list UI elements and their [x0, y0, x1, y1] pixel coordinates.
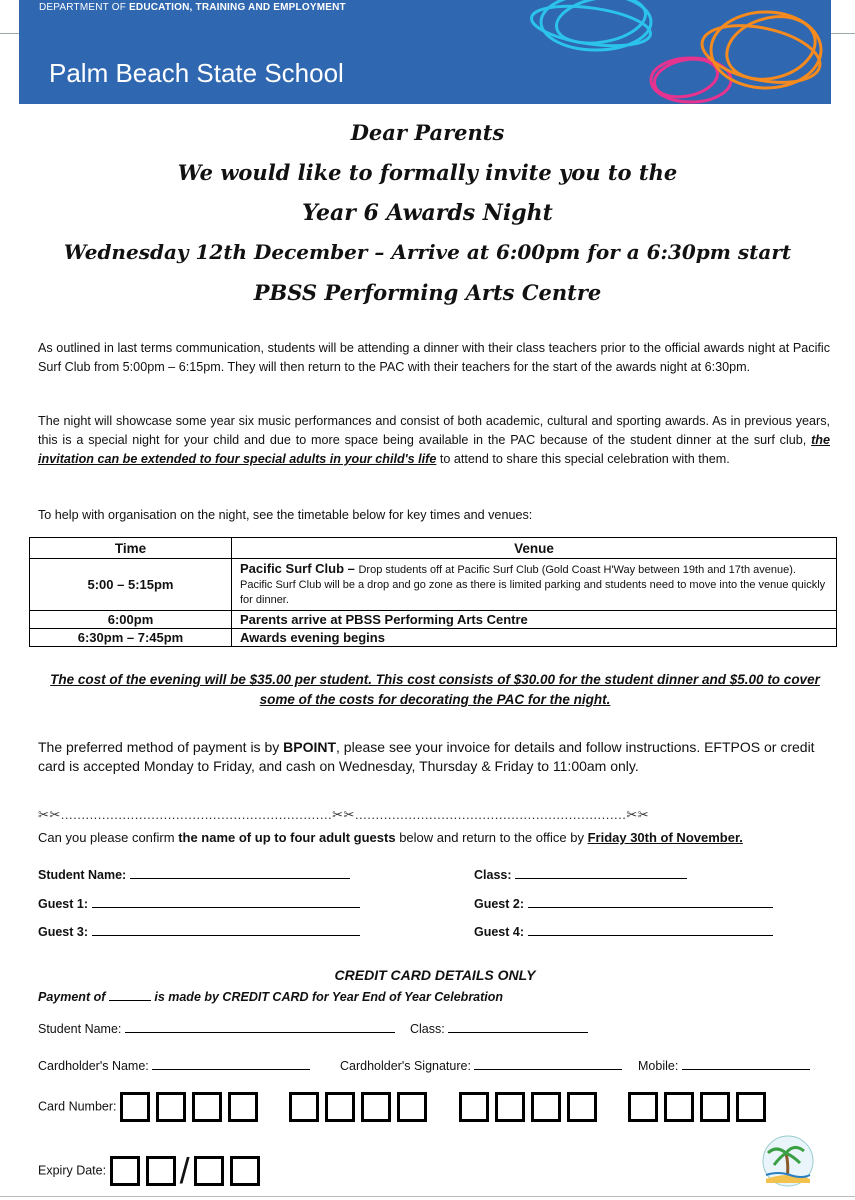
- timetable: [29, 537, 837, 647]
- invite-line: We would like to formally invite you to the: [177, 160, 678, 185]
- department-label: DEPARTMENT OF EDUCATION, TRAINING AND EMPLOYMENT: [39, 2, 346, 13]
- school-header-banner: [19, 0, 831, 104]
- mobile-field[interactable]: Mobile:: [638, 1057, 810, 1073]
- intro-paragraph: As outlined in last terms communication, students will be attending a dinner with their class teachers prior to the official awards night at Pacific Surf Club from 5:00pm – 6:15pm. They will then return to the PAC with their teachers for the start of the awards night at 6:30pm.: [38, 341, 830, 374]
- bottom-rule: [0, 1196, 855, 1197]
- cc-class-field[interactable]: Class:: [410, 1020, 588, 1036]
- cardholder-name-field[interactable]: Cardholder's Name:: [38, 1057, 310, 1073]
- invite-greeting: Dear Parents: [350, 120, 505, 145]
- cost-notice: The cost of the evening will be $35.00 per student. This cost consists of $30.00 for the student dinner and $5.00 to cover some of the costs for decorating the PAC for the night.: [50, 672, 820, 707]
- invite-event-date: Wednesday 12th December – Arrive at 6:00pm for a 6:30pm start: [63, 240, 792, 264]
- column-header-time: Time: [30, 538, 232, 559]
- credit-card-section-title: CREDIT CARD DETAILS ONLY: [334, 967, 536, 983]
- expiry-date-field[interactable]: Expiry Date: /: [38, 1150, 266, 1192]
- credit-card-payment-line[interactable]: Payment of is made by CREDIT CARD for Year End of Year Celebration: [38, 990, 504, 1004]
- invite-event-venue: PBSS Performing Arts Centre: [253, 280, 602, 305]
- guest-2-field[interactable]: Guest 2:: [474, 895, 773, 911]
- payment-info: The preferred method of payment is by BPOINT, please see your invoice for details and follow instructions. EFTPOS or credit card is accepted Monday to Friday, and cash on Wednesday, Thursday & Friday to 11:00am only.: [38, 739, 815, 774]
- class-field[interactable]: Class:: [474, 866, 687, 882]
- student-name-field[interactable]: Student Name:: [38, 866, 350, 882]
- cut-here-line: ✂✂..................................................................✂✂..................................................................✂✂: [38, 807, 650, 822]
- table-header-row: [30, 538, 837, 559]
- timetable-intro: To help with organisation on the night, see the timetable below for key times and venues:: [38, 508, 533, 522]
- showcase-paragraph: The night will showcase some year six music performances and consist of both academic, cultural and sporting awards. As in previous years, this is a special night for your child and due to more space being available in the PAC because of the student dinner at the surf club, the invitation can be extended to four special adults in your child's life to attend to share this special celebration with them.: [38, 414, 830, 466]
- guest-4-field[interactable]: Guest 4:: [474, 923, 773, 939]
- table-row: 5:00 – 5:15pm Pacific Surf Club – Drop students off at Pacific Surf Club (Gold Coast H'Way between 19th and 17th avenue). Pacific Surf Club will be a drop and go zone as there is limited parking and students need to move into the venue quickly for dinner.: [30, 559, 837, 611]
- guest-3-field[interactable]: Guest 3:: [38, 923, 360, 939]
- school-logo-icon: [760, 1133, 816, 1195]
- column-header-venue: Venue: [232, 538, 837, 559]
- school-name: Palm Beach State School: [49, 58, 344, 88]
- cardholder-signature-field[interactable]: Cardholder's Signature:: [340, 1057, 622, 1073]
- guest-1-field[interactable]: Guest 1:: [38, 895, 360, 911]
- confirm-instructions: Can you please confirm the name of up to four adult guests below and return to the office by Friday 30th of November.: [38, 830, 743, 845]
- table-row: 6:00pm Parents arrive at PBSS Performing Arts Centre: [30, 611, 837, 629]
- decorative-swirls-icon: [521, 0, 831, 104]
- invite-event-title: Year 6 Awards Night: [302, 200, 553, 226]
- card-number-field[interactable]: Card Number:: [38, 1092, 794, 1122]
- cc-student-name-field[interactable]: Student Name:: [38, 1020, 395, 1036]
- table-row: 6:30pm – 7:45pm Awards evening begins: [30, 629, 837, 647]
